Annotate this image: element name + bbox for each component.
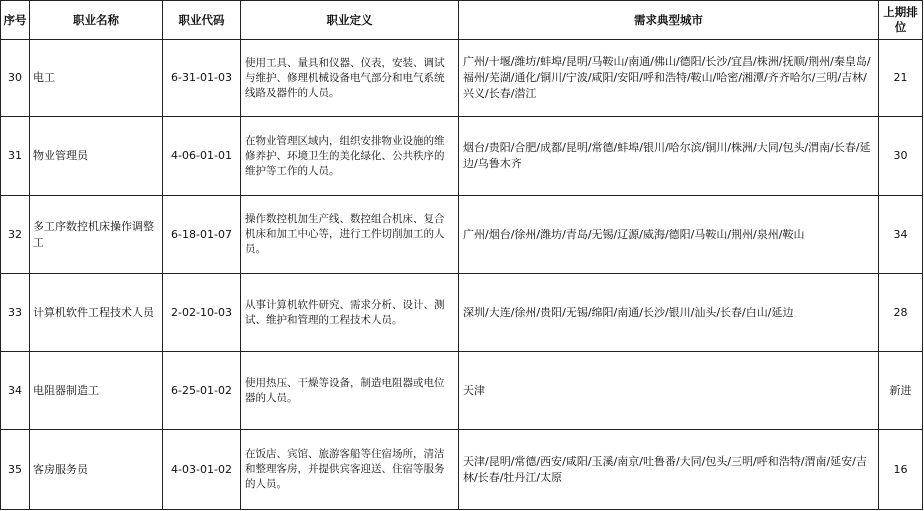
header-row <box>1 1 923 40</box>
row-name: 物业管理员 <box>30 117 163 196</box>
row-no: 33 <box>1 274 30 352</box>
row-definition: 从事计算机软件研究、需求分析、设计、测试、维护和管理的工程技术人员。 <box>241 274 459 352</box>
header-definition: 职业定义 <box>241 1 459 40</box>
row-prev-rank: 30 <box>879 117 923 196</box>
row-definition: 操作数控机加生产线、数控组合机床、复合机床和加工中心等，进行工件切削加工的人员。 <box>241 196 459 274</box>
row-no: 34 <box>1 352 30 430</box>
row-prev-rank: 28 <box>879 274 923 352</box>
row-name: 电工 <box>30 40 163 117</box>
row-name: 客房服务员 <box>30 430 163 510</box>
row-cities: 深圳/大连/徐州/贵阳/无锡/绵阳/南通/长沙/银川/汕头/长春/白山/延边 <box>459 274 879 352</box>
row-code: 4-06-01-01 <box>163 117 241 196</box>
row-prev-rank: 新进 <box>879 352 923 430</box>
header-code: 职业代码 <box>163 1 241 40</box>
row-cities: 天津 <box>459 352 879 430</box>
row-name: 电阻器制造工 <box>30 352 163 430</box>
row-code: 2-02-10-03 <box>163 274 241 352</box>
row-cities: 烟台/贵阳/合肥/成都/昆明/常德/蚌埠/银川/哈尔滨/铜川/株洲/大同/包头/渭南/长春/延边/乌鲁木齐 <box>459 117 879 196</box>
header-prev-rank: 上期排位 <box>879 1 923 40</box>
row-code: 4-03-01-02 <box>163 430 241 510</box>
row-no: 35 <box>1 430 30 510</box>
row-code: 6-18-01-07 <box>163 196 241 274</box>
row-code: 6-25-01-02 <box>163 352 241 430</box>
table-row <box>1 274 923 352</box>
row-cities: 天津/昆明/常德/西安/咸阳/玉溪/南京/吐鲁番/大同/包头/三明/呼和浩特/渭南/延安/吉林/长春/牡丹江/太原 <box>459 430 879 510</box>
row-name: 多工序数控机床操作调整工 <box>30 196 163 274</box>
row-no: 32 <box>1 196 30 274</box>
header-no: 序号 <box>1 1 30 40</box>
row-definition: 在饭店、宾馆、旅游客船等住宿场所，清洁和整理客房，并提供宾客迎送、住宿等服务的人员。 <box>241 430 459 510</box>
row-name: 计算机软件工程技术人员 <box>30 274 163 352</box>
table-row <box>1 40 923 117</box>
row-definition: 使用热压、干燥等设备，制造电阻器或电位器的人员。 <box>241 352 459 430</box>
row-code: 6-31-01-03 <box>163 40 241 117</box>
row-no: 31 <box>1 117 30 196</box>
row-definition: 使用工具、量具和仪器、仪表，安装、调试与维护、修理机械设备电气部分和电气系统线路及器件的人员。 <box>241 40 459 117</box>
table-row <box>1 117 923 196</box>
row-prev-rank: 21 <box>879 40 923 117</box>
row-definition: 在物业管理区域内，组织安排物业设施的维修养护、环境卫生的美化绿化、公共秩序的维护等工作的人员。 <box>241 117 459 196</box>
table-row <box>1 352 923 430</box>
row-cities: 广州/烟台/徐州/潍坊/青岛/无锡/辽源/威海/德阳/马鞍山/荆州/泉州/鞍山 <box>459 196 879 274</box>
row-prev-rank: 34 <box>879 196 923 274</box>
table-row <box>1 196 923 274</box>
row-cities: 广州/十堰/潍坊/蚌埠/昆明/马鞍山/南通/佛山/德阳/长沙/宜昌/株洲/抚顺/荆州/秦皇岛/福州/芜湖/通化/铜川/宁波/咸阳/安阳/呼和浩特/鞍山/哈密/湘潭/齐齐哈尔/三明/吉林/兴义/长春/潜江 <box>459 40 879 117</box>
row-no: 30 <box>1 40 30 117</box>
table-row <box>1 430 923 510</box>
row-prev-rank: 16 <box>879 430 923 510</box>
header-name: 职业名称 <box>30 1 163 40</box>
header-cities: 需求典型城市 <box>459 1 879 40</box>
